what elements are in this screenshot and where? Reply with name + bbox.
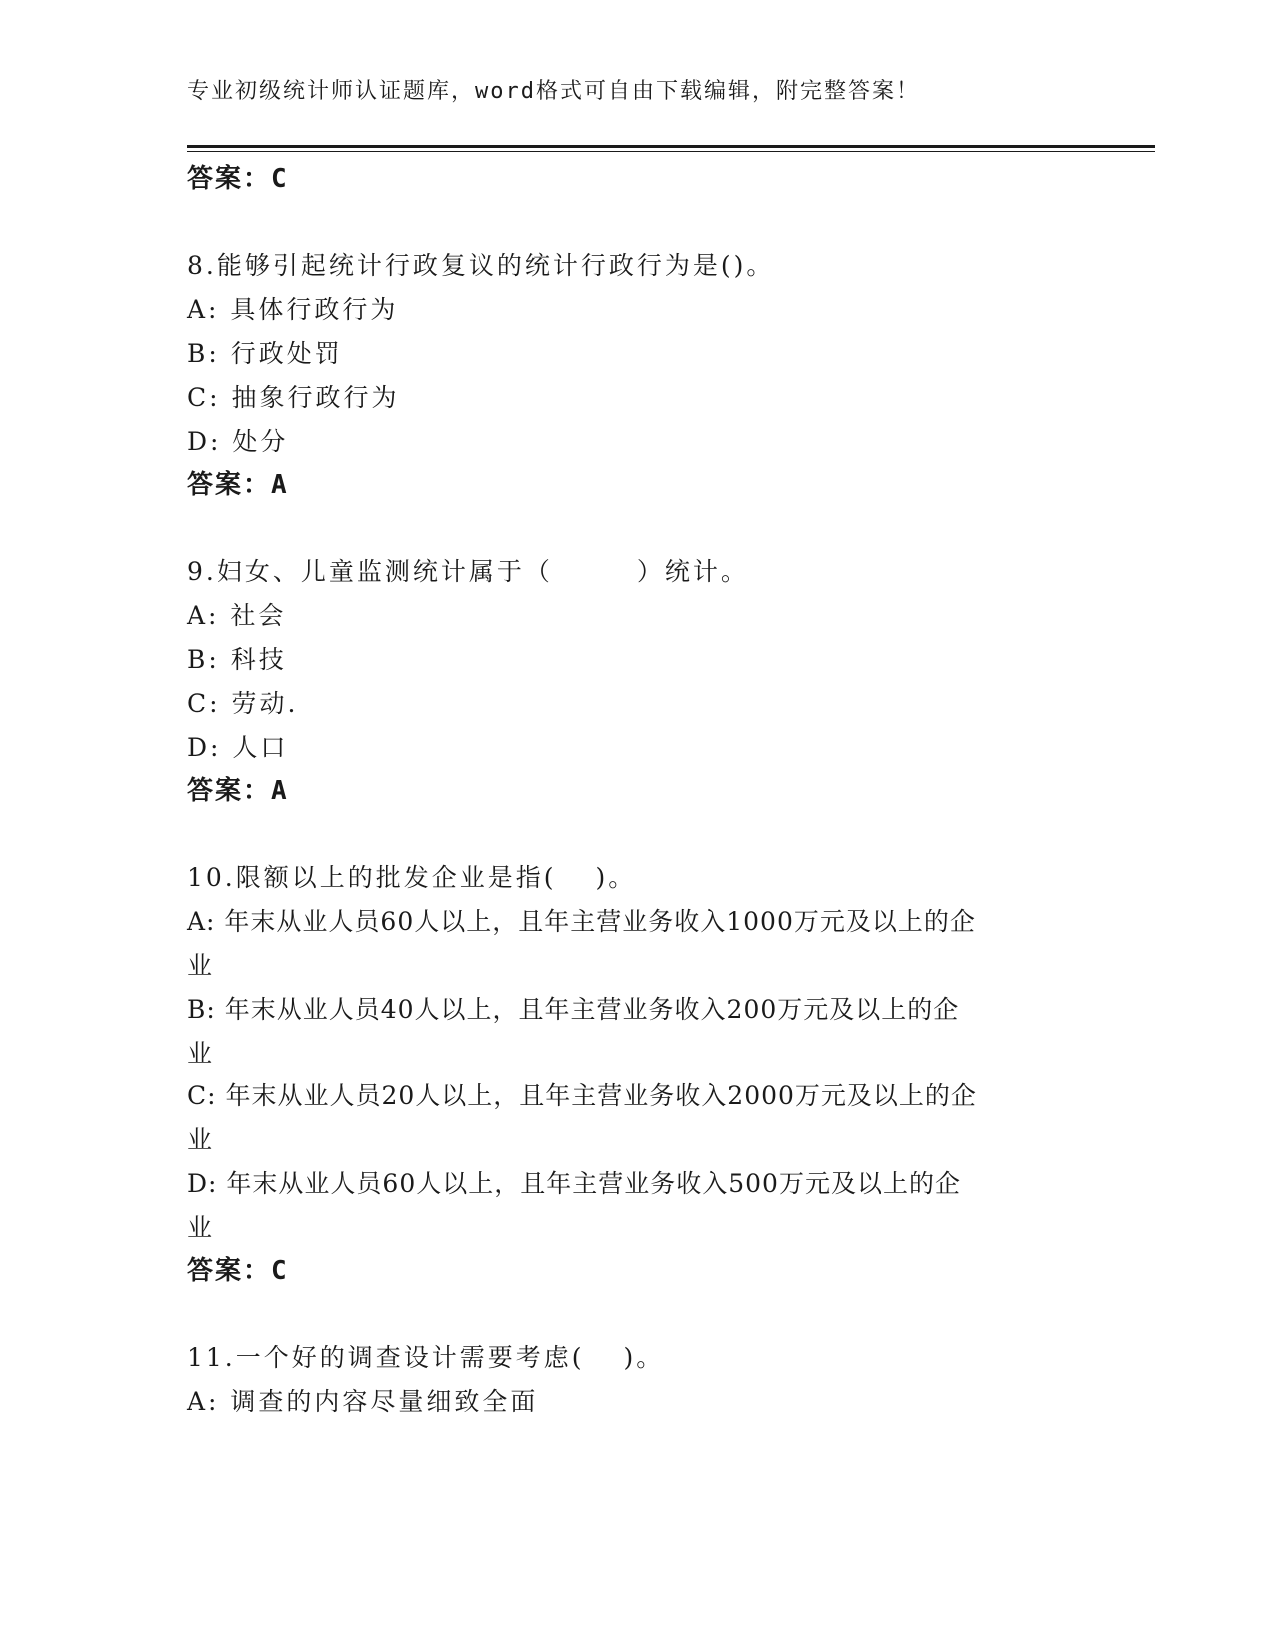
q8-option-d: D: 处分 (187, 427, 289, 456)
answer-value: A (271, 470, 289, 500)
q10-option-d: D: 年末从业人员60人以上，且年主营业务收入500万元及以上的企 (187, 1169, 961, 1198)
q8-option-c: C: 抽象行政行为 (187, 383, 400, 412)
q8-stem: 8.能够引起统计行政复议的统计行政行为是()。 (187, 251, 775, 280)
page-header: 专业初级统计师认证题库，word格式可自由下载编辑，附完整答案！ (187, 79, 920, 104)
q10-option-a: A: 年末从业人员60人以上，且年主营业务收入1000万元及以上的企 (187, 907, 976, 936)
q8-option-b: B: 行政处罚 (187, 339, 343, 368)
prev-answer (187, 158, 289, 195)
q10-option-b: B: 年末从业人员40人以上，且年主营业务收入200万元及以上的企 (187, 995, 960, 1024)
q9-stem: 9.妇女、儿童监测统计属于（ ）统计。 (187, 557, 749, 586)
header-rule-thin (187, 151, 1155, 152)
answer-value: C (271, 1256, 289, 1286)
q10-option-a-cont: 业 (187, 951, 213, 980)
q10-option-b-cont: 业 (187, 1039, 213, 1068)
q8-option-a: A: 具体行政行为 (187, 295, 399, 324)
header-rule-thick (187, 145, 1155, 148)
q9-option-a: A: 社会 (187, 601, 287, 630)
answer-label: 答案： (187, 1256, 272, 1286)
q10-answer (187, 1250, 289, 1287)
q8-answer (187, 464, 289, 501)
q9-option-d: D: 人口 (187, 733, 289, 762)
answer-label: 答案： (187, 470, 272, 500)
q9-option-b: B: 科技 (187, 645, 287, 674)
answer-label: 答案： (187, 164, 272, 194)
q11-stem: 11.一个好的调查设计需要考虑( )。 (187, 1343, 665, 1372)
answer-value: A (271, 776, 289, 806)
q9-option-c: C: 劳动. (187, 689, 299, 718)
answer-value: C (271, 164, 289, 194)
answer-label: 答案： (187, 776, 272, 806)
q10-option-c: C: 年末从业人员20人以上，且年主营业务收入2000万元及以上的企 (187, 1081, 977, 1110)
q10-stem: 10.限额以上的批发企业是指( )。 (187, 863, 637, 892)
q11-option-a: A: 调查的内容尽量细致全面 (187, 1387, 539, 1416)
q10-option-d-cont: 业 (187, 1213, 213, 1242)
q9-answer (187, 770, 289, 807)
q10-option-c-cont: 业 (187, 1125, 213, 1154)
